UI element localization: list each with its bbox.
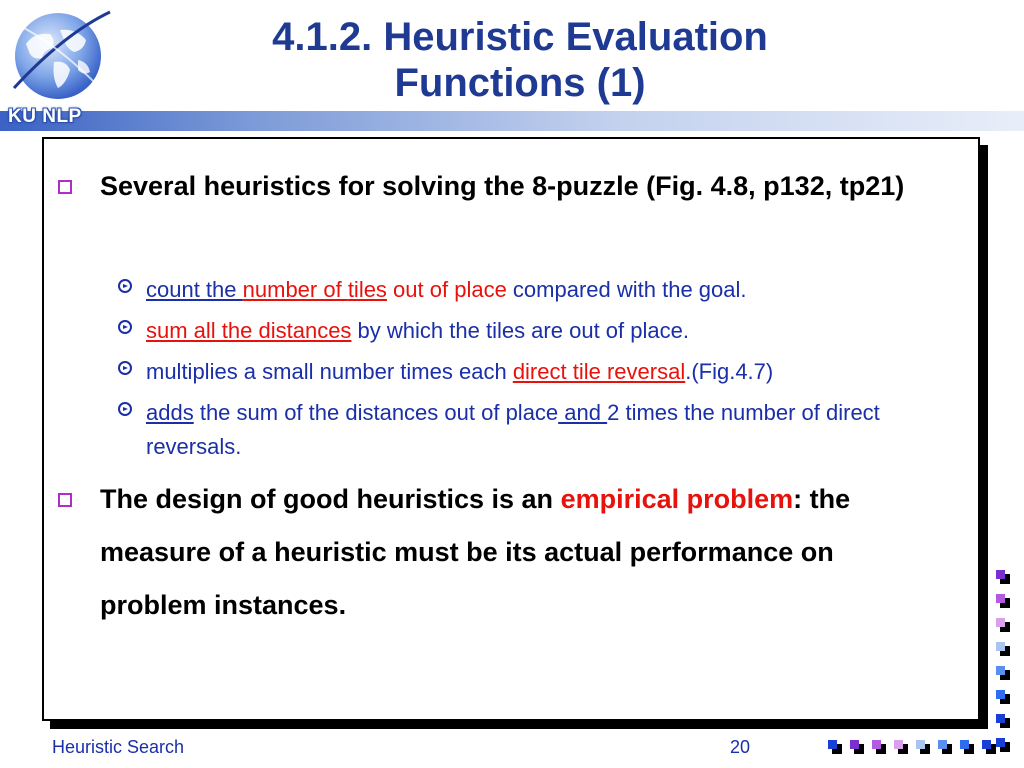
- subbullet-text: .(Fig.4.7): [685, 359, 774, 384]
- arrow-bullet-icon: [118, 279, 132, 293]
- title-bar: [0, 111, 1024, 131]
- subbullet-text: the sum of the distances out of place: [193, 400, 559, 425]
- decor-square: [996, 642, 1010, 656]
- decor-square: [996, 714, 1010, 728]
- subbullet-text: and: [558, 400, 608, 425]
- arrow-bullet-icon: [118, 320, 132, 334]
- decor-square: [996, 666, 1010, 680]
- subbullet-text: adds: [146, 400, 194, 425]
- title-line-1: 4.1.2. Heuristic Evaluation: [272, 15, 768, 59]
- subbullet-emphasis: tiles: [347, 277, 387, 302]
- footer-title: Heuristic Search: [52, 737, 185, 757]
- decor-square: [894, 740, 908, 754]
- bullet-text: The design of good heuristics is an: [100, 484, 561, 514]
- decor-square: [938, 740, 952, 754]
- subbullet-text: by which the tiles are out of place.: [351, 318, 689, 343]
- bullet-emphasis: empirical problem: [560, 484, 794, 514]
- bullet-text: Several heuristics for solving the 8-puzzle (Fig. 4.8, p132, tp21): [100, 171, 905, 201]
- arrow-bullet-icon: [118, 402, 132, 416]
- bullet-8-puzzle-heuristics: [58, 160, 920, 213]
- subbullet-tiles-out-of-place: [118, 273, 968, 307]
- subbullet-text: compared with the goal.: [506, 277, 747, 302]
- decor-square: [828, 740, 842, 754]
- arrow-bullet-icon: [118, 361, 132, 375]
- subbullet-emphasis: direct tile reversal: [512, 359, 686, 384]
- decor-square: [996, 618, 1010, 632]
- subbullet-text: 2 times the number of direct reversals.: [146, 400, 880, 459]
- decor-square: [996, 594, 1010, 608]
- page-number: 20: [730, 737, 751, 757]
- subbullet-direct-reversal: [118, 355, 968, 389]
- subbullet-text: multiplies a small number times each: [146, 359, 513, 384]
- title-line-2: Functions (1): [394, 61, 646, 105]
- decor-square: [916, 740, 930, 754]
- slide-title: [120, 14, 920, 106]
- decor-square: [996, 690, 1010, 704]
- decor-square: [996, 738, 1010, 752]
- subbullet-emphasis: out of place: [386, 277, 507, 302]
- subbullet-emphasis: sum all the distances: [146, 318, 352, 343]
- subbullet-text: count the: [146, 277, 243, 302]
- decor-square: [872, 740, 886, 754]
- logo-text: KU NLP: [8, 106, 82, 127]
- subbullet-emphasis: number of: [242, 277, 348, 302]
- bullet-empirical-problem: [58, 473, 890, 632]
- decor-square: [996, 570, 1010, 584]
- square-bullet-icon: [58, 493, 72, 507]
- globe-icon: [4, 4, 116, 104]
- decor-square: [960, 740, 974, 754]
- subbullet-adds-distances: [118, 396, 968, 464]
- decor-square: [982, 740, 996, 754]
- decor-square: [850, 740, 864, 754]
- square-bullet-icon: [58, 180, 72, 194]
- bullet-text: : the measure of a heuristic must be its actual performance on problem instances.: [100, 484, 851, 620]
- subbullet-sum-distances: [118, 314, 968, 348]
